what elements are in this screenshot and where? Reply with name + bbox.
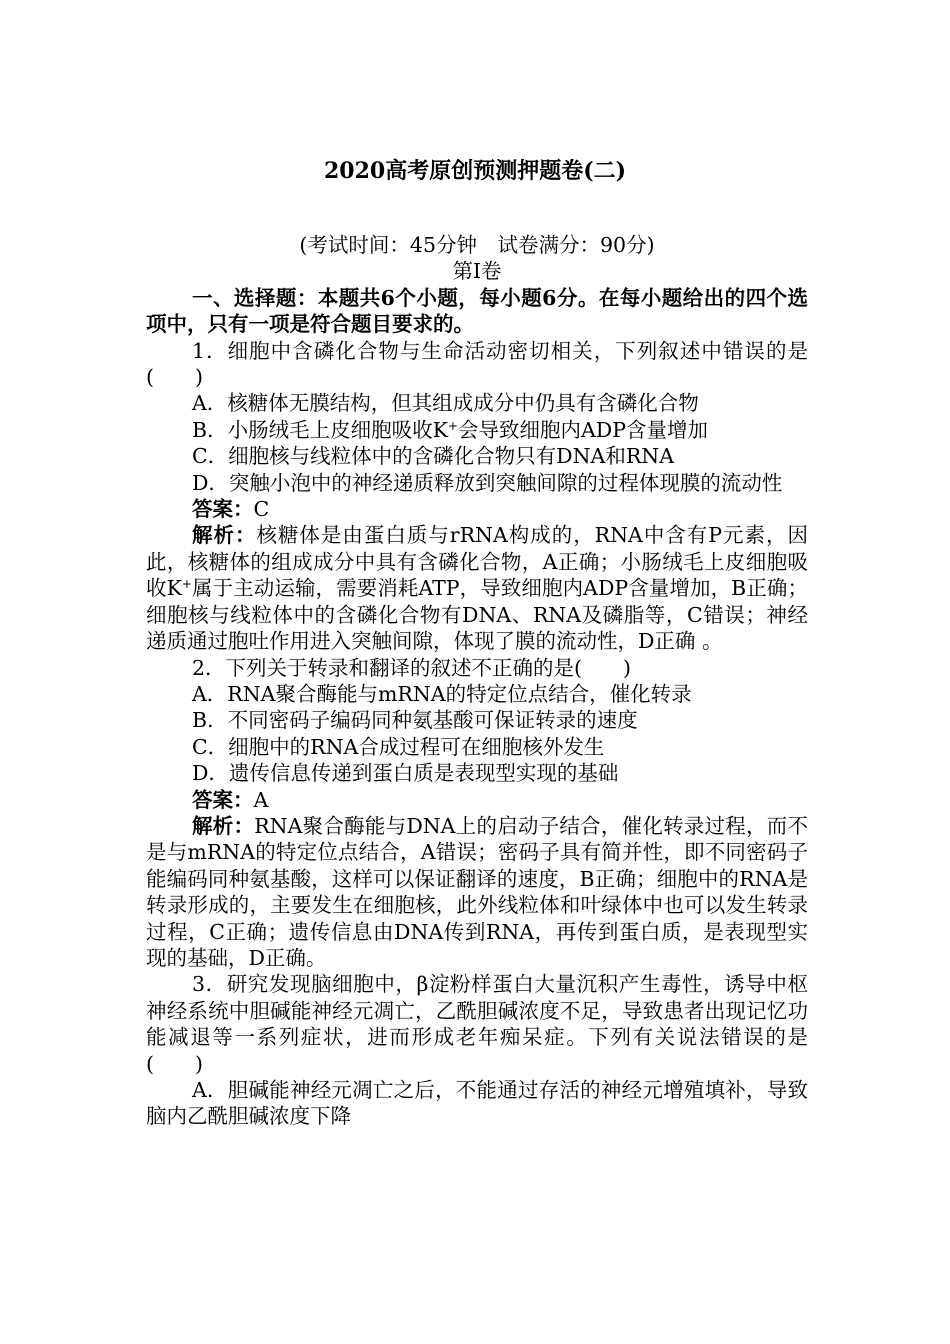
- q3-option-a: A．胆碱能神经元凋亡之后，不能通过存活的神经元增殖填补，导致脑内乙酰胆碱浓度下降: [146, 1078, 808, 1129]
- q1-option-c: C．细胞核与线粒体中的含磷化合物只有DNA和RNA: [192, 444, 675, 469]
- document-title: 2020高考原创预测押题卷(二): [323, 158, 627, 184]
- q1-option-b: B．小肠绒毛上皮细胞吸收K+会导致细胞内ADP含量增加: [192, 417, 708, 442]
- q1-stem: 1．细胞中含磷化合物与生命活动密切相关，下列叙述中错误的是( ): [146, 338, 808, 390]
- q1-option-d: D．突触小泡中的神经递质释放到突触间隙的过程体现膜的流动性: [192, 470, 783, 495]
- q2-option-b: B．不同密码子编码同种氨基酸可保证转录的速度: [192, 708, 638, 733]
- q1-analysis: 解析：核糖体是由蛋白质与rRNA构成的，RNA中含有P元素，因此，核糖体的组成成分中具有含磷化合物，A正确；小肠绒毛上皮细胞吸收K+属于主动运输，需要消耗ATP，导致细胞内ADP含量增加，B正确；细胞核与线粒体中的含磷化合物有DNA、RNA及磷脂等，C错误；神经递质通过胞吐作用进入突触间隙，体现了膜的流动性，D正确 。: [146, 523, 809, 654]
- q2-stem: 2．下列关于转录和翻译的叙述不正确的是( ): [192, 655, 632, 680]
- document-body: [146, 232, 808, 1130]
- q2-option-d: D．遗传信息传递到蛋白质是表现型实现的基础: [192, 761, 619, 786]
- exam-info: (考试时间：45分钟 试卷满分：90分): [299, 233, 655, 257]
- volume-heading: 第Ⅰ卷: [452, 259, 502, 284]
- q1-option-a: A．核糖体无膜结构，但其组成成分中仍具有含磷化合物: [192, 391, 699, 416]
- q3-stem: 3．研究发现脑细胞中，β淀粉样蛋白大量沉积产生毒性，诱导中枢神经系统中胆碱能神经元凋亡，乙酰胆碱浓度不足，导致患者出现记忆功能减退等一系列症状，进而形成老年痴呆症。下列有关说法错误的是( ): [146, 972, 808, 1076]
- q2-answer: 答案：A: [192, 787, 269, 812]
- section-intro: 一、选择题：本题共6个小题，每小题6分。在每小题给出的四个选项中，只有一项是符合题目要求的。: [146, 285, 808, 337]
- q2-option-c: C．细胞中的RNA合成过程可在细胞核外发生: [192, 734, 605, 759]
- q2-option-a: A．RNA聚合酶能与mRNA的特定位点结合，催化转录: [192, 681, 692, 706]
- q2-analysis: 解析：RNA聚合酶能与DNA上的启动子结合，催化转录过程，而不是与mRNA的特定位点结合，A错误；密码子具有简并性，即不同密码子能编码同种氨基酸，这样可以保证翻译的速度，B正确；细胞中的RNA是转录形成的，主要发生在细胞核，此外线粒体和叶绿体中也可以发生转录过程，C正确；遗传信息由DNA传到RNA，再传到蛋白质，是表现型实现的基础，D正确。: [146, 813, 809, 970]
- q1-answer: 答案：C: [192, 497, 270, 522]
